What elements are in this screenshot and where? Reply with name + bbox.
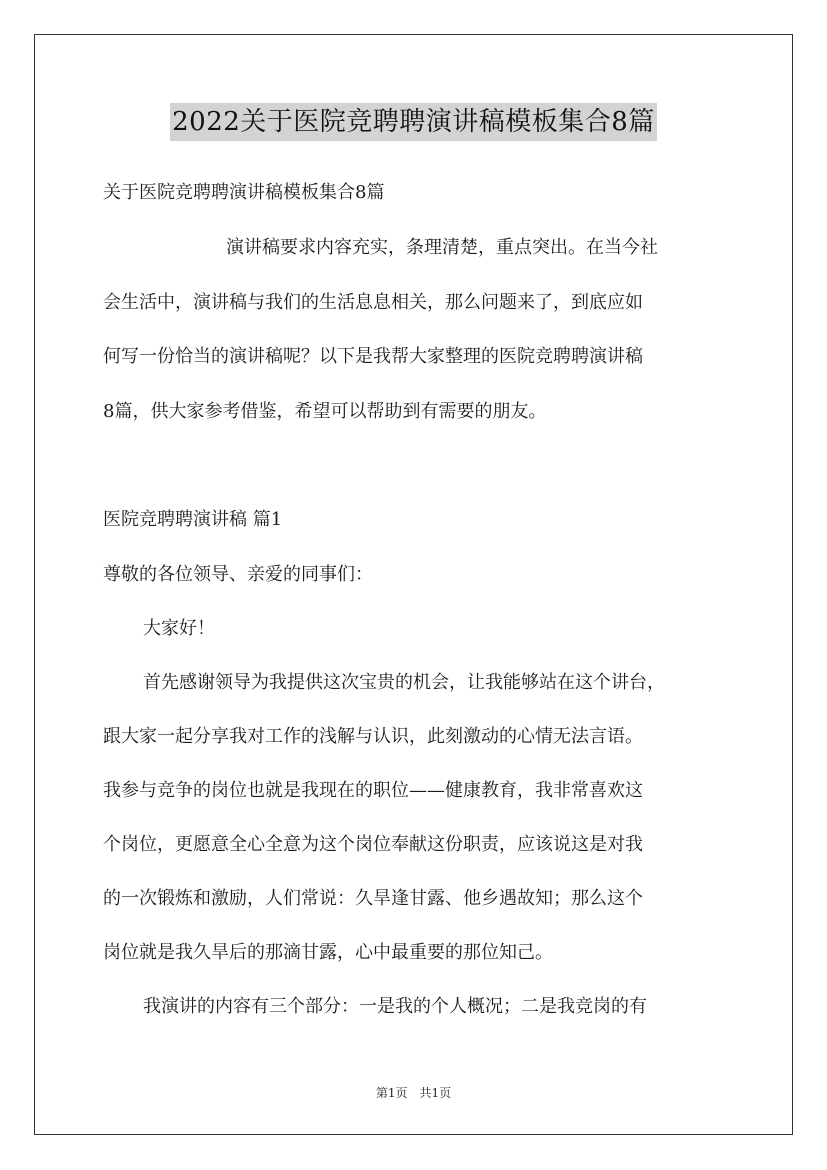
body-line: 首先感谢领导为我提供这次宝贵的机会，让我能够站在这个讲台，	[143, 672, 665, 693]
body-line: 个岗位，更愿意全心全意为这个岗位奉献这份职责，应该说这是对我	[103, 834, 643, 855]
body-line: 岗位就是我久旱后的那滴甘露，心中最重要的那位知己。	[103, 942, 553, 963]
document-subtitle: 关于医院竞聘聘演讲稿模板集合8篇	[103, 182, 385, 203]
intro-line: 8篇，供大家参考借鉴，希望可以帮助到有需要的朋友。	[103, 401, 547, 422]
salutation: 尊敬的各位领导、亲爱的同事们：	[103, 564, 373, 585]
page-footer: 第1页 共1页	[375, 1086, 452, 1100]
intro-line: 会生活中，演讲稿与我们的生活息息相关，那么问题来了，到底应如	[103, 292, 643, 313]
body-line: 的一次锻炼和激励，人们常说：久旱逢甘露、他乡遇故知；那么这个	[103, 888, 643, 909]
intro-line: 何写一份恰当的演讲稿呢？以下是我帮大家整理的医院竞聘聘演讲稿	[103, 346, 643, 367]
intro-line: 演讲稿要求内容充实，条理清楚，重点突出。在当今社	[226, 237, 658, 258]
body-line: 我参与竞争的岗位也就是我现在的职位——健康教育，我非常喜欢这	[103, 780, 643, 801]
greeting: 大家好！	[143, 618, 215, 639]
section-heading: 医院竞聘聘演讲稿 篇1	[103, 509, 283, 530]
body-line: 跟大家一起分享我对工作的浅解与认识，此刻激动的心情无法言语。	[103, 726, 643, 747]
body-line: 我演讲的内容有三个部分：一是我的个人概况；二是我竞岗的有	[143, 996, 647, 1017]
title-container	[0, 103, 827, 141]
document-title: 2022关于医院竞聘聘演讲稿模板集合8篇	[170, 103, 657, 141]
